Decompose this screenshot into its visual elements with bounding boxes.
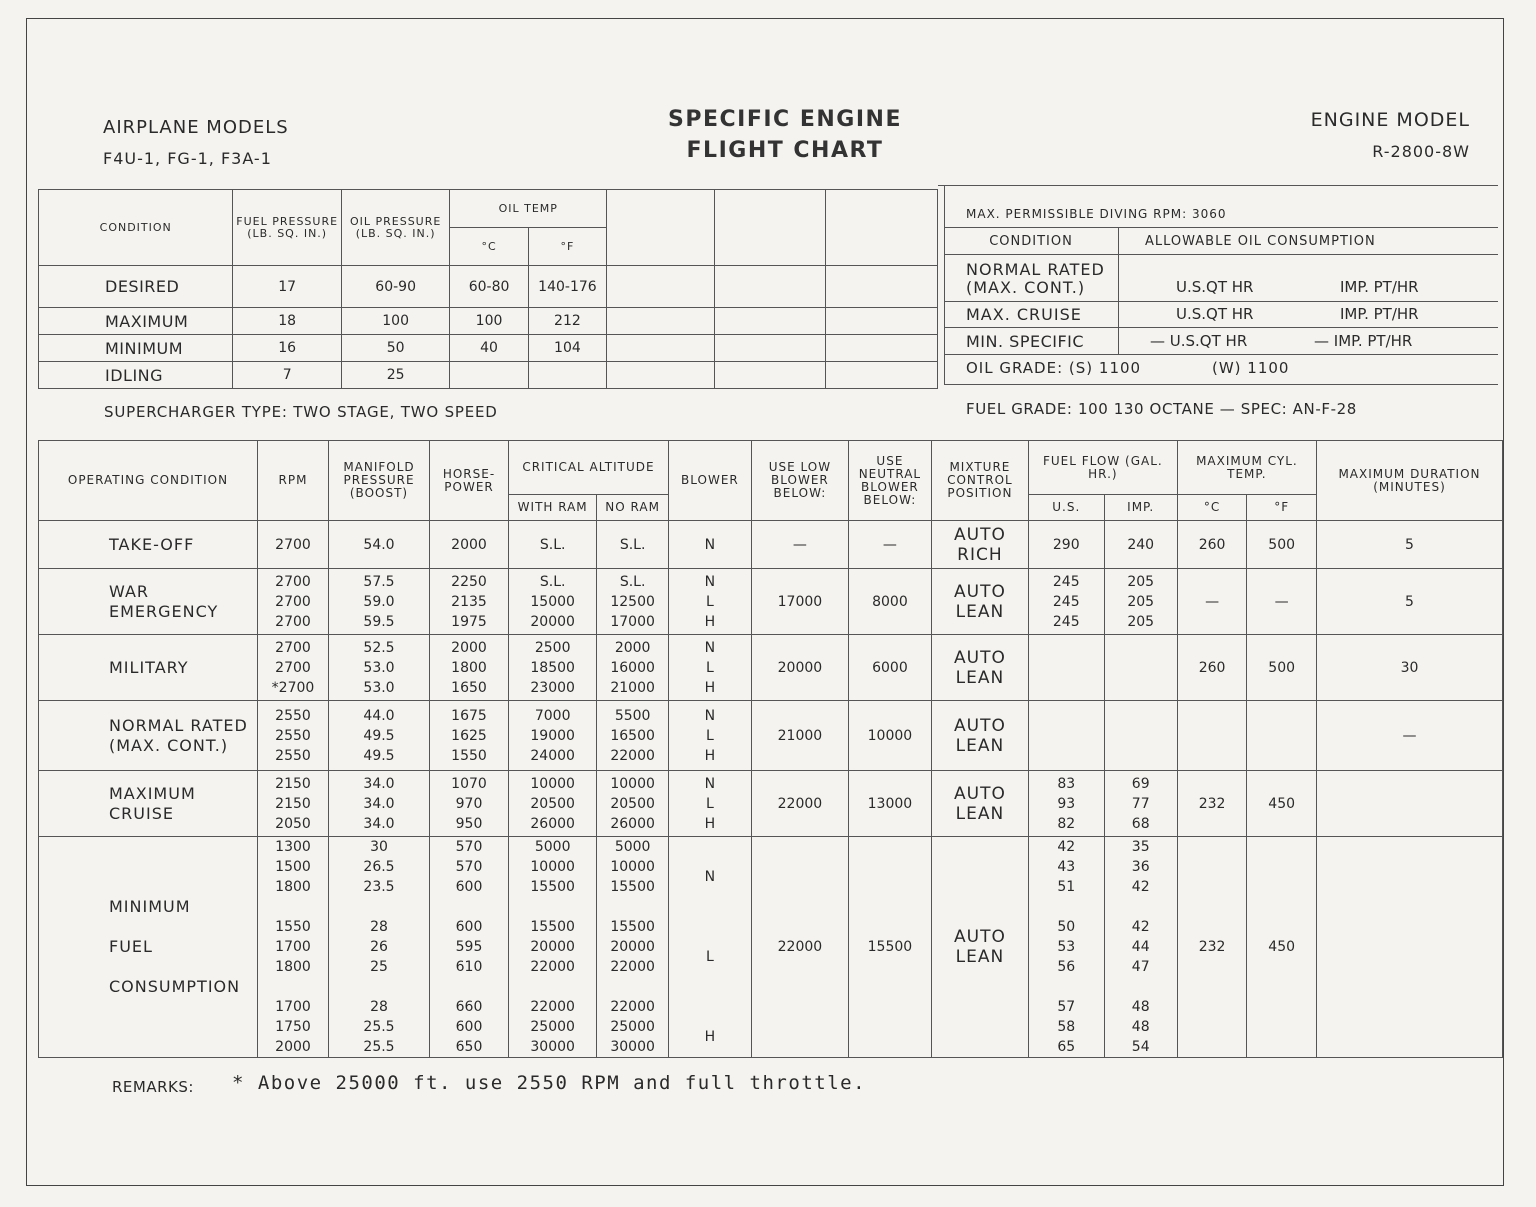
cell-dur: — bbox=[1316, 701, 1502, 771]
cell-low: 22000 bbox=[751, 837, 848, 1058]
cell-us: 83 93 82 bbox=[1028, 771, 1104, 837]
row-label: TAKE-OFF bbox=[39, 521, 258, 569]
cell: 40 bbox=[450, 335, 528, 362]
cell-hp: 2000 bbox=[430, 521, 509, 569]
max-diving-rpm: MAX. PERMISSIBLE DIVING RPM: 3060 bbox=[966, 207, 1227, 221]
cell-low: — bbox=[751, 521, 848, 569]
cell-mix: AUTO LEAN bbox=[931, 569, 1028, 635]
col-oil-f: °F bbox=[528, 228, 606, 266]
cell: 100 bbox=[341, 308, 449, 335]
row-label: MAXIMUM bbox=[39, 308, 233, 335]
cell-rpm: 2700 2700 *2700 bbox=[258, 635, 329, 701]
cell bbox=[528, 362, 606, 389]
blank-col bbox=[714, 190, 826, 266]
cell-mp: 52.5 53.0 53.0 bbox=[329, 635, 430, 701]
cell-c: — bbox=[1177, 569, 1247, 635]
row-label: IDLING bbox=[39, 362, 233, 389]
cell-f: 450 bbox=[1247, 837, 1317, 1058]
cell: 18 bbox=[233, 308, 341, 335]
fuel-grade: FUEL GRADE: 100 130 OCTANE — SPEC: AN-F-28 bbox=[966, 400, 1357, 418]
col-operating-condition: OPERATING CONDITION bbox=[39, 441, 258, 521]
cell-c bbox=[1177, 701, 1247, 771]
col-blower: BLOWER bbox=[668, 441, 751, 521]
cell-c: 232 bbox=[1177, 837, 1247, 1058]
col-rpm: RPM bbox=[258, 441, 329, 521]
row-label: NORMAL RATED (MAX. CONT.) bbox=[39, 701, 258, 771]
cell-noram: 10000 20500 26000 bbox=[597, 771, 669, 837]
cell-ram: S.L. 15000 20000 bbox=[509, 569, 597, 635]
cell-mp: 54.0 bbox=[329, 521, 430, 569]
cell-neutral: 8000 bbox=[848, 569, 931, 635]
col-critical-altitude: CRITICAL ALTITUDE bbox=[509, 441, 669, 495]
cell-dur bbox=[1316, 837, 1502, 1058]
cell: 140-176 bbox=[528, 266, 606, 308]
cell-low: 20000 bbox=[751, 635, 848, 701]
cell: 104 bbox=[528, 335, 606, 362]
cell: 212 bbox=[528, 308, 606, 335]
cell-us: 42 43 51 50 53 56 57 58 65 bbox=[1028, 837, 1104, 1058]
oil-row-imp: — IMP. PT/HR bbox=[1314, 332, 1413, 350]
supercharger-type: SUPERCHARGER TYPE: TWO STAGE, TWO SPEED bbox=[104, 403, 498, 421]
cell bbox=[714, 266, 826, 308]
cell-blower: N L H bbox=[668, 837, 751, 1058]
col-cyl-f: °F bbox=[1247, 495, 1317, 521]
table-row bbox=[39, 569, 1503, 635]
table-row bbox=[39, 266, 938, 308]
oil-row-imp: IMP. PT/HR bbox=[1340, 278, 1419, 296]
cell-c: 260 bbox=[1177, 635, 1247, 701]
col-horsepower: HORSE-POWER bbox=[430, 441, 509, 521]
cell-blower: N bbox=[668, 521, 751, 569]
cell-imp: 35 36 42 42 44 47 48 48 54 bbox=[1104, 837, 1177, 1058]
cell-noram: 2000 16000 21000 bbox=[597, 635, 669, 701]
cell bbox=[714, 308, 826, 335]
oil-grade-s: OIL GRADE: (S) 1100 bbox=[966, 359, 1142, 377]
cell-neutral: 15500 bbox=[848, 837, 931, 1058]
cell-hp: 2250 2135 1975 bbox=[430, 569, 509, 635]
cell-blower: N L H bbox=[668, 635, 751, 701]
table-row bbox=[39, 521, 1503, 569]
cell-f: 450 bbox=[1247, 771, 1317, 837]
col-oil-temp: OIL TEMP bbox=[450, 190, 607, 228]
cell-noram: 5000 10000 15500 15500 20000 22000 22000 25000 30000 bbox=[597, 837, 669, 1058]
cell-low: 21000 bbox=[751, 701, 848, 771]
cell-rpm: 2550 2550 2550 bbox=[258, 701, 329, 771]
cell-imp: 69 77 68 bbox=[1104, 771, 1177, 837]
chart-title bbox=[560, 104, 1010, 166]
col-no-ram: NO RAM bbox=[597, 495, 669, 521]
cell-f: — bbox=[1247, 569, 1317, 635]
cell: 60-90 bbox=[341, 266, 449, 308]
cell bbox=[607, 362, 715, 389]
blank-col bbox=[826, 190, 938, 266]
rule bbox=[944, 301, 1498, 302]
cell-f bbox=[1247, 701, 1317, 771]
airplane-models-block bbox=[103, 112, 289, 174]
cell-hp: 1070 970 950 bbox=[430, 771, 509, 837]
col-mixture: MIXTURE CONTROL POSITION bbox=[931, 441, 1028, 521]
operating-table bbox=[38, 440, 1503, 1058]
table-row bbox=[39, 362, 938, 389]
row-label: MINIMUM FUEL CONSUMPTION bbox=[39, 837, 258, 1058]
cell-us: 245 245 245 bbox=[1028, 569, 1104, 635]
cell-low: 22000 bbox=[751, 771, 848, 837]
oil-row-label: MIN. SPECIFIC bbox=[966, 332, 1085, 351]
remarks-label: REMARKS: bbox=[112, 1078, 194, 1096]
row-label: WAR EMERGENCY bbox=[39, 569, 258, 635]
cell bbox=[450, 362, 528, 389]
cell-blower: N L H bbox=[668, 771, 751, 837]
chart-title-line2: FLIGHT CHART bbox=[686, 138, 884, 163]
cell-blower: N L H bbox=[668, 701, 751, 771]
cell-us bbox=[1028, 635, 1104, 701]
cell-imp: 240 bbox=[1104, 521, 1177, 569]
col-with-ram: WITH RAM bbox=[509, 495, 597, 521]
cell bbox=[607, 308, 715, 335]
table-row bbox=[39, 837, 1503, 1058]
cell-mp: 34.0 34.0 34.0 bbox=[329, 771, 430, 837]
cell-noram: S.L. bbox=[597, 521, 669, 569]
col-ff-imp: IMP. bbox=[1104, 495, 1177, 521]
col-ff-us: U.S. bbox=[1028, 495, 1104, 521]
cell-mix: AUTO LEAN bbox=[931, 837, 1028, 1058]
cell-mix: AUTO RICH bbox=[931, 521, 1028, 569]
conditions-table bbox=[38, 189, 938, 389]
cell-hp: 2000 1800 1650 bbox=[430, 635, 509, 701]
cell bbox=[826, 335, 938, 362]
col-cyl-c: °C bbox=[1177, 495, 1247, 521]
oil-row-label: MAX. CRUISE bbox=[966, 305, 1082, 324]
cell: 100 bbox=[450, 308, 528, 335]
airplane-models-title: AIRPLANE MODELS bbox=[103, 117, 289, 138]
cell-mix: AUTO LEAN bbox=[931, 701, 1028, 771]
cell-rpm: 2150 2150 2050 bbox=[258, 771, 329, 837]
blank-col bbox=[607, 190, 715, 266]
cell-ram: 5000 10000 15500 15500 20000 22000 22000 25000 30000 bbox=[509, 837, 597, 1058]
oil-grade-w: (W) 1100 bbox=[1212, 359, 1290, 377]
cell-dur bbox=[1316, 771, 1502, 837]
cell-imp bbox=[1104, 635, 1177, 701]
col-oil-c: °C bbox=[450, 228, 528, 266]
col-cyl-temp: MAXIMUM CYL. TEMP. bbox=[1177, 441, 1316, 495]
col-low-blower: USE LOW BLOWER BELOW: bbox=[751, 441, 848, 521]
cell-c: 260 bbox=[1177, 521, 1247, 569]
cell-noram: S.L. 12500 17000 bbox=[597, 569, 669, 635]
oil-row-imp: IMP. PT/HR bbox=[1340, 305, 1419, 323]
cell-f: 500 bbox=[1247, 635, 1317, 701]
table-row bbox=[39, 771, 1503, 837]
cell: 16 bbox=[233, 335, 341, 362]
row-label: MINIMUM bbox=[39, 335, 233, 362]
cell-low: 17000 bbox=[751, 569, 848, 635]
cell-mix: AUTO LEAN bbox=[931, 635, 1028, 701]
rule bbox=[944, 185, 945, 385]
cell-mp: 57.5 59.0 59.5 bbox=[329, 569, 430, 635]
col-condition: CONDITION bbox=[39, 190, 233, 266]
oil-row-us: — U.S.QT HR bbox=[1150, 332, 1248, 350]
rule bbox=[1118, 227, 1119, 355]
cell-imp: 205 205 205 bbox=[1104, 569, 1177, 635]
engine-model-value: R-2800-8W bbox=[1372, 142, 1470, 161]
rule bbox=[944, 254, 1498, 255]
col-fuel-pressure: FUEL PRESSURE (LB. SQ. IN.) bbox=[233, 190, 341, 266]
cell-dur: 5 bbox=[1316, 521, 1502, 569]
row-label: DESIRED bbox=[39, 266, 233, 308]
cell-ram: 10000 20500 26000 bbox=[509, 771, 597, 837]
cell-imp bbox=[1104, 701, 1177, 771]
cell-c: 232 bbox=[1177, 771, 1247, 837]
airplane-models-list: F4U-1, FG-1, F3A-1 bbox=[103, 149, 272, 168]
cell bbox=[826, 266, 938, 308]
oil-condition-header: CONDITION bbox=[989, 234, 1073, 249]
cell-neutral: 6000 bbox=[848, 635, 931, 701]
cell bbox=[607, 266, 715, 308]
cell bbox=[714, 335, 826, 362]
cell: 50 bbox=[341, 335, 449, 362]
cell bbox=[714, 362, 826, 389]
cell-neutral: 10000 bbox=[848, 701, 931, 771]
cell-f: 500 bbox=[1247, 521, 1317, 569]
cell: 17 bbox=[233, 266, 341, 308]
rule bbox=[944, 354, 1498, 355]
cell-ram: 2500 18500 23000 bbox=[509, 635, 597, 701]
table-row bbox=[39, 701, 1503, 771]
cell-rpm: 2700 2700 2700 bbox=[258, 569, 329, 635]
cell-ram: S.L. bbox=[509, 521, 597, 569]
cell: 25 bbox=[341, 362, 449, 389]
row-label: MAXIMUM CRUISE bbox=[39, 771, 258, 837]
oil-row-us: U.S.QT HR bbox=[1176, 278, 1254, 296]
col-neutral-blower: USE NEUTRAL BLOWER BELOW: bbox=[848, 441, 931, 521]
cell-hp: 1675 1625 1550 bbox=[430, 701, 509, 771]
remarks-text: * Above 25000 ft. use 2550 RPM and full throttle. bbox=[232, 1072, 867, 1094]
cell-mix: AUTO LEAN bbox=[931, 771, 1028, 837]
cell-hp: 570 570 600 600 595 610 660 600 650 bbox=[430, 837, 509, 1058]
cell-us: 290 bbox=[1028, 521, 1104, 569]
cell: 60-80 bbox=[450, 266, 528, 308]
cell-blower: N L H bbox=[668, 569, 751, 635]
engine-model-title: ENGINE MODEL bbox=[1310, 109, 1470, 131]
cell-mp: 30 26.5 23.5 28 26 25 28 25.5 25.5 bbox=[329, 837, 430, 1058]
cell bbox=[607, 335, 715, 362]
rule bbox=[944, 384, 1498, 385]
col-fuel-flow: FUEL FLOW (GAL. HR.) bbox=[1028, 441, 1177, 495]
table-row bbox=[39, 635, 1503, 701]
chart-title-line1: SPECIFIC ENGINE bbox=[668, 107, 902, 132]
col-oil-pressure: OIL PRESSURE (LB. SQ. IN.) bbox=[341, 190, 449, 266]
cell-noram: 5500 16500 22000 bbox=[597, 701, 669, 771]
table-row bbox=[39, 308, 938, 335]
cell-neutral: 13000 bbox=[848, 771, 931, 837]
cell-us bbox=[1028, 701, 1104, 771]
rule bbox=[938, 185, 1498, 186]
col-manifold: MANIFOLD PRESSURE (BOOST) bbox=[329, 441, 430, 521]
table-row bbox=[39, 335, 938, 362]
oil-consumption-header: ALLOWABLE OIL CONSUMPTION bbox=[1145, 234, 1376, 249]
cell-rpm: 1300 1500 1800 1550 1700 1800 1700 1750 2000 bbox=[258, 837, 329, 1058]
cell-mp: 44.0 49.5 49.5 bbox=[329, 701, 430, 771]
cell: 7 bbox=[233, 362, 341, 389]
oil-row-label: NORMAL RATED (MAX. CONT.) bbox=[966, 260, 1105, 297]
cell-dur: 5 bbox=[1316, 569, 1502, 635]
cell-dur: 30 bbox=[1316, 635, 1502, 701]
cell-ram: 7000 19000 24000 bbox=[509, 701, 597, 771]
rule bbox=[944, 327, 1498, 328]
cell bbox=[826, 308, 938, 335]
cell bbox=[826, 362, 938, 389]
row-label: MILITARY bbox=[39, 635, 258, 701]
col-duration: MAXIMUM DURATION (MINUTES) bbox=[1316, 441, 1502, 521]
rule bbox=[944, 227, 1498, 228]
cell-rpm: 2700 bbox=[258, 521, 329, 569]
oil-row-us: U.S.QT HR bbox=[1176, 305, 1254, 323]
cell-neutral: — bbox=[848, 521, 931, 569]
engine-model-block bbox=[1200, 104, 1470, 168]
